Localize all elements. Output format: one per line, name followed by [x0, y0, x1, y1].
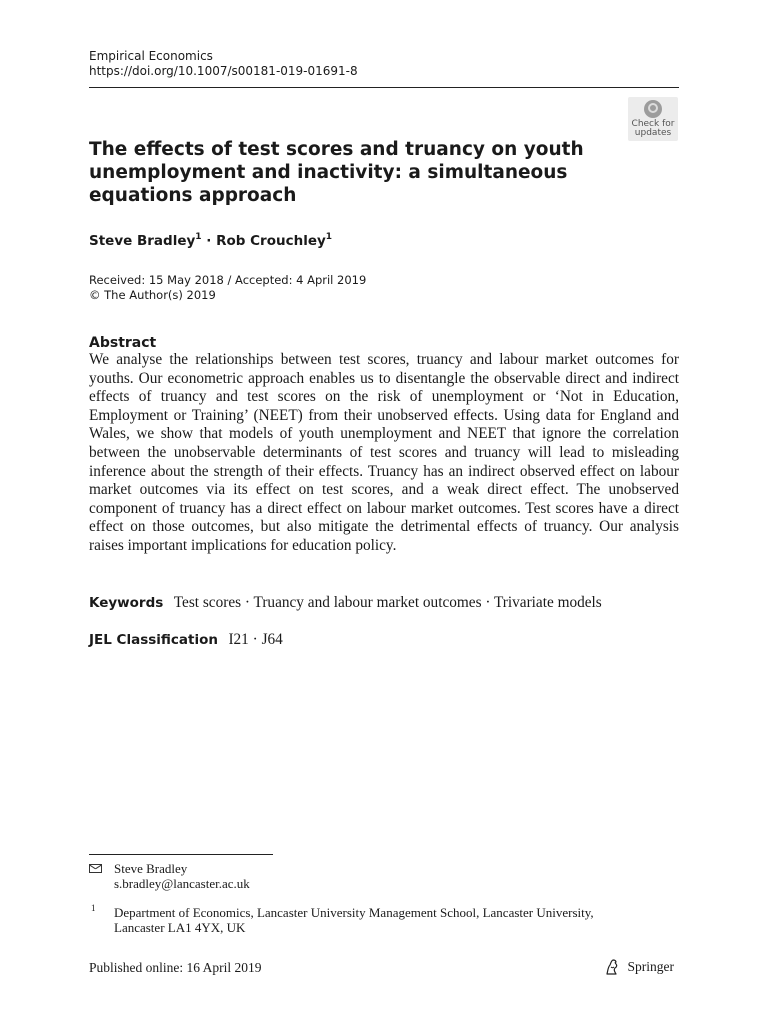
keywords-value: Test scores · Truancy and labour market outcomes · Trivariate models: [173, 594, 602, 611]
article-title: The effects of test scores and truancy on youth unemployment and inactivity: a simultaneous equations approach: [89, 139, 584, 206]
corresponding-author-email[interactable]: s.bradley@lancaster.ac.uk: [114, 876, 250, 891]
affiliation-line-2: Lancaster LA1 4YX, UK: [114, 920, 246, 935]
affiliation-marker: 1: [195, 232, 202, 242]
crossmark-badge[interactable]: [628, 97, 678, 141]
author-name[interactable]: Steve Bradley: [89, 233, 196, 249]
author-name[interactable]: Rob Crouchley: [216, 233, 326, 249]
abstract-text: We analyse the relationships between test scores, truancy and labour market outcomes for youths. Our econometric approach enables us to disentangle the observable direct and indirect effects of truancy and test scores on the risk of unemployment or ‘Not in Education, Employment or Training’ (NEET) from their unobserved effects. Using data for England and Wales, we show that models of youth unemployment and NEET that ignore the correlation between the unobservable determinants of test scores and truancy will lead to misleading inference about the strength of their effects. Truancy has an indirect observed effect on labour market outcomes via its effect on test scores, and a weak direct effect. The unobserved component of truancy has a direct effect on labour market outcomes. Test scores have a direct effect on those outcomes, but also mitigate the detrimental effects of truancy. Our analysis raises important implications for education policy.: [89, 351, 679, 554]
crossmark-label: [628, 120, 678, 138]
springer-name: Springer: [627, 959, 674, 974]
jel-row: [89, 631, 283, 649]
crossmark-icon: [644, 100, 662, 118]
doi-link[interactable]: https://doi.org/10.1007/s00181-019-01691-8: [89, 64, 358, 78]
published-online-date: Published online: 16 April 2019: [89, 960, 262, 975]
journal-name: Empirical Economics: [89, 49, 213, 63]
affiliation-line-1: Department of Economics, Lancaster University Management School, Lancaster University,: [114, 905, 594, 920]
jel-value: I21 · J64: [228, 631, 283, 648]
author-separator: ·: [206, 233, 212, 249]
envelope-icon: [89, 864, 102, 873]
header-rule: [89, 87, 679, 88]
springer-logo: [603, 958, 674, 978]
keywords-row: [89, 594, 602, 612]
jel-label: JEL Classification: [89, 632, 218, 648]
crossmark-label-line1: Check for: [631, 119, 675, 129]
footnote-rule: [89, 854, 273, 855]
received-accepted-dates: Received: 15 May 2018 / Accepted: 4 April 2019: [89, 273, 367, 287]
keywords-label: Keywords: [89, 595, 164, 611]
author-list: [89, 232, 332, 250]
copyright-notice: © The Author(s) 2019: [89, 288, 216, 302]
affiliation-number: 1: [91, 903, 96, 913]
corresponding-author-name: Steve Bradley: [114, 861, 188, 876]
affiliation-marker: 1: [325, 232, 333, 242]
abstract-heading: Abstract: [89, 335, 157, 351]
crossmark-label-line2: updates: [634, 128, 672, 138]
springer-horse-icon: [603, 958, 621, 976]
